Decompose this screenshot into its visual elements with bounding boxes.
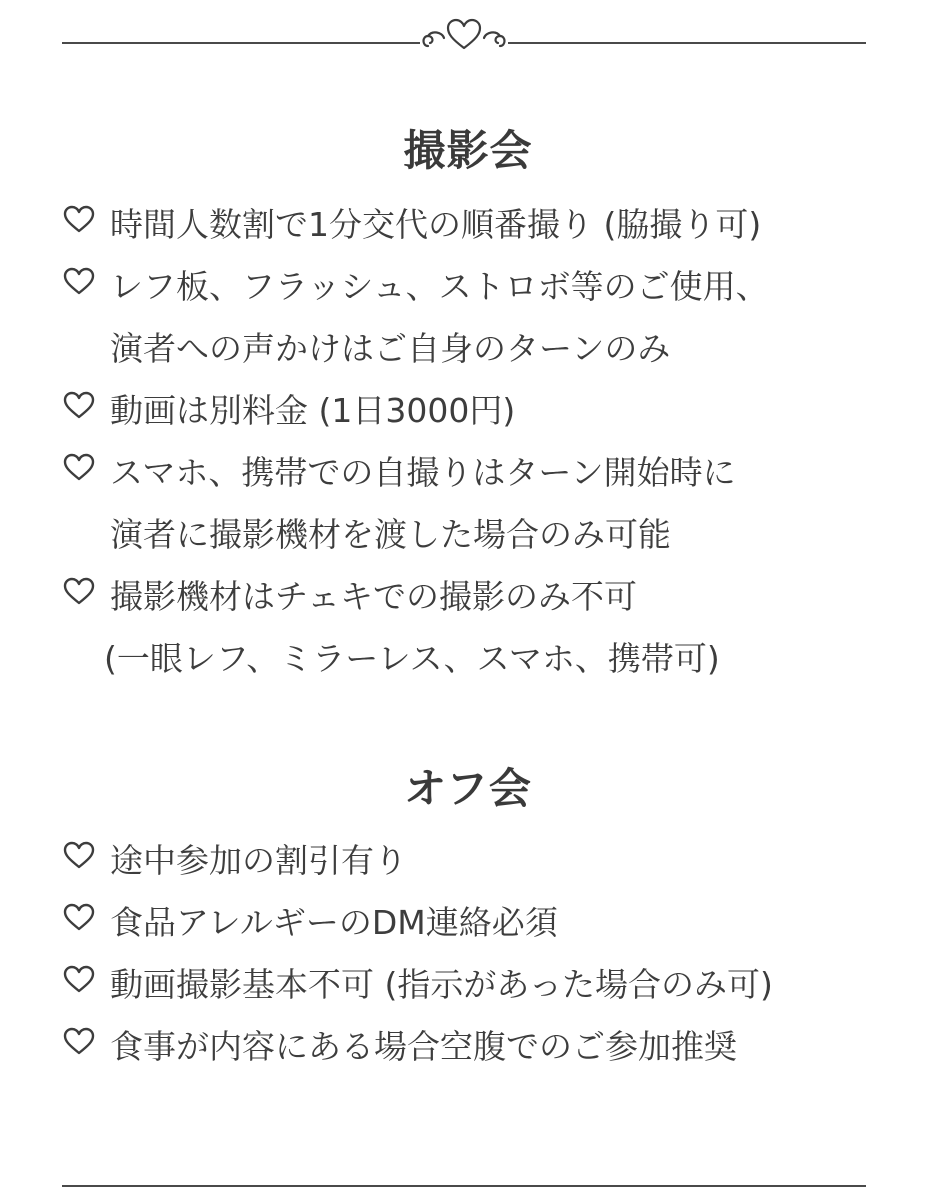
list-item [62,380,922,442]
heart-outline-icon [62,204,96,234]
offline-meetup-rules-list [62,830,922,1078]
heart-outline-icon [62,390,96,420]
list-item [62,1016,922,1078]
bottom-divider [62,1185,866,1187]
item-text-continued: 演者への声かけはご自身のターンのみ [110,329,671,368]
list-item [62,892,922,954]
item-text-continued: (一眼レフ、ミラーレス、スマホ、携帯可) [104,639,720,678]
list-item [62,194,922,256]
item-text: 動画撮影基本不可 (指示があった場合のみ可) [110,965,773,1004]
list-item [62,954,922,1016]
item-text: レフ板、フラッシュ、ストロボ等のご使用、 [110,267,769,306]
top-divider-line-left [62,42,420,44]
heart-outline-icon [62,1026,96,1056]
top-divider [62,16,866,56]
item-text: 食事が内容にある場合空腹でのご参加推奨 [110,1027,737,1066]
item-text: 動画は別料金 (1日3000円) [110,391,516,430]
item-text: 撮影機材はチェキでの撮影のみ不可 [110,577,638,616]
photo-session-rules-list [62,194,922,690]
list-item [62,566,922,690]
item-text: 食品アレルギーのDM連絡必須 [110,903,558,942]
top-divider-line-right [508,42,866,44]
heart-outline-icon [62,964,96,994]
heart-outline-icon [62,452,96,482]
list-item [62,256,922,380]
item-text: 時間人数割で1分交代の順番撮り (脇撮り可) [110,205,762,244]
item-text: スマホ、携帯での自撮りはターン開始時に [110,453,736,492]
heart-outline-icon [62,902,96,932]
section-title-offline-meetup: オフ会 [404,764,532,813]
list-item [62,830,922,892]
heart-outline-icon [62,840,96,870]
heart-scroll-ornament-icon [420,16,508,52]
item-text-continued: 演者に撮影機材を渡した場合のみ可能 [110,515,671,554]
heart-outline-icon [62,266,96,296]
heart-outline-icon [62,576,96,606]
list-item [62,442,922,566]
item-text: 途中参加の割引有り [110,841,407,880]
section-title-photo-session: 撮影会 [403,126,533,175]
